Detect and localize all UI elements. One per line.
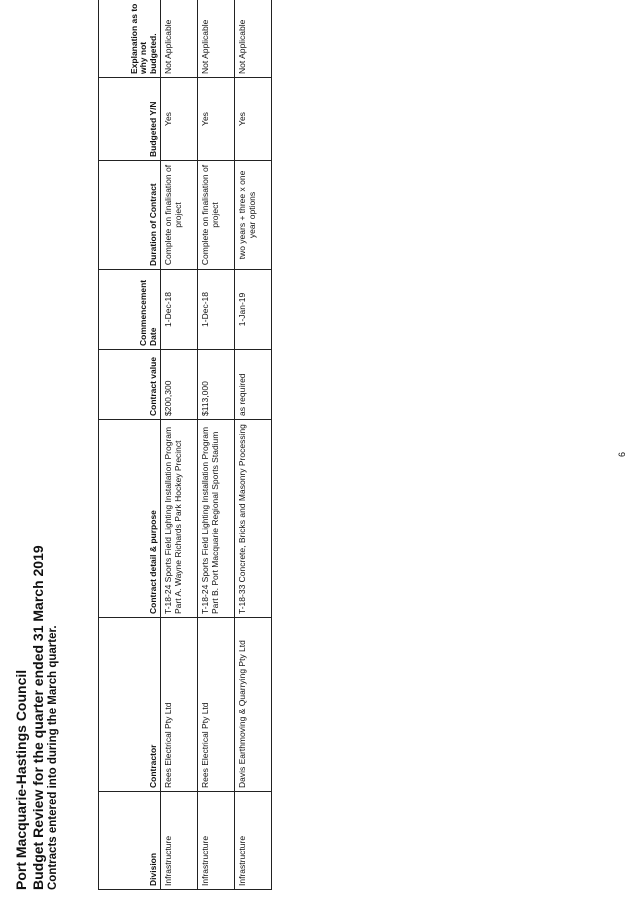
cell-division: Infrastructure	[235, 792, 272, 890]
header-value: Contract value	[99, 350, 161, 420]
cell-budgeted: Yes	[161, 78, 198, 161]
cell-division: Infrastructure	[198, 792, 235, 890]
cell-explanation: Not Applicable	[161, 0, 198, 78]
cell-duration: Complete on finalisation of project	[161, 161, 198, 270]
cell-division: Infrastructure	[161, 792, 198, 890]
table-row	[235, 0, 272, 890]
cell-commencement: 1-Dec-18	[198, 270, 235, 350]
header-budgeted: Budgeted Y/N	[99, 78, 161, 161]
header-duration: Duration of Contract	[99, 161, 161, 270]
cell-value: $200,300	[161, 350, 198, 420]
cell-duration: two years + three x one year options	[235, 161, 272, 270]
header-division: Division	[99, 792, 161, 890]
page-number: 6	[617, 451, 627, 457]
header-row	[99, 0, 161, 890]
council-title: Port Macquarie-Hastings Council	[13, 669, 29, 890]
cell-budgeted: Yes	[198, 78, 235, 161]
table-row	[198, 0, 235, 890]
cell-duration: Complete on finalisation of project	[198, 161, 235, 270]
header-explanation: Explanation as to why not budgeted.	[99, 0, 161, 78]
header-contractor: Contractor	[99, 618, 161, 792]
header-commencement: Commencement Date	[99, 270, 161, 350]
cell-commencement: 1-Dec-18	[161, 270, 198, 350]
cell-detail: T-18-24 Sports Field Lighting Installation Program Part A. Wayne Richards Park Hockey Precinct	[161, 420, 198, 618]
cell-explanation: Not Applicable	[235, 0, 272, 78]
cell-contractor: Rees Electrical Pty Ltd	[161, 618, 198, 792]
cell-value: $113,000	[198, 350, 235, 420]
table-row	[161, 0, 198, 890]
cell-contractor: Davis Earthmoving & Quarrying Pty Ltd	[235, 618, 272, 792]
cell-commencement: 1-Jan-19	[235, 270, 272, 350]
section-note: Contracts entered into during the March quarter.	[46, 625, 59, 890]
heading-block	[13, 545, 60, 890]
cell-detail: T-18-33 Concrete, Bricks and Masonry Processing	[235, 420, 272, 618]
cell-explanation: Not Applicable	[198, 0, 235, 78]
cell-value: as required	[235, 350, 272, 420]
header-detail: Contract detail & purpose	[99, 420, 161, 618]
cell-contractor: Rees Electrical Pty Ltd	[198, 618, 235, 792]
contracts-table	[98, 0, 272, 890]
report-subtitle: Budget Review for the quarter ended 31 March 2019	[29, 545, 46, 890]
cell-budgeted: Yes	[235, 78, 272, 161]
cell-detail: T-18-24 Sports Field Lighting Installation Program Part B. Port Macquarie Regional Sports Stadium	[198, 420, 235, 618]
